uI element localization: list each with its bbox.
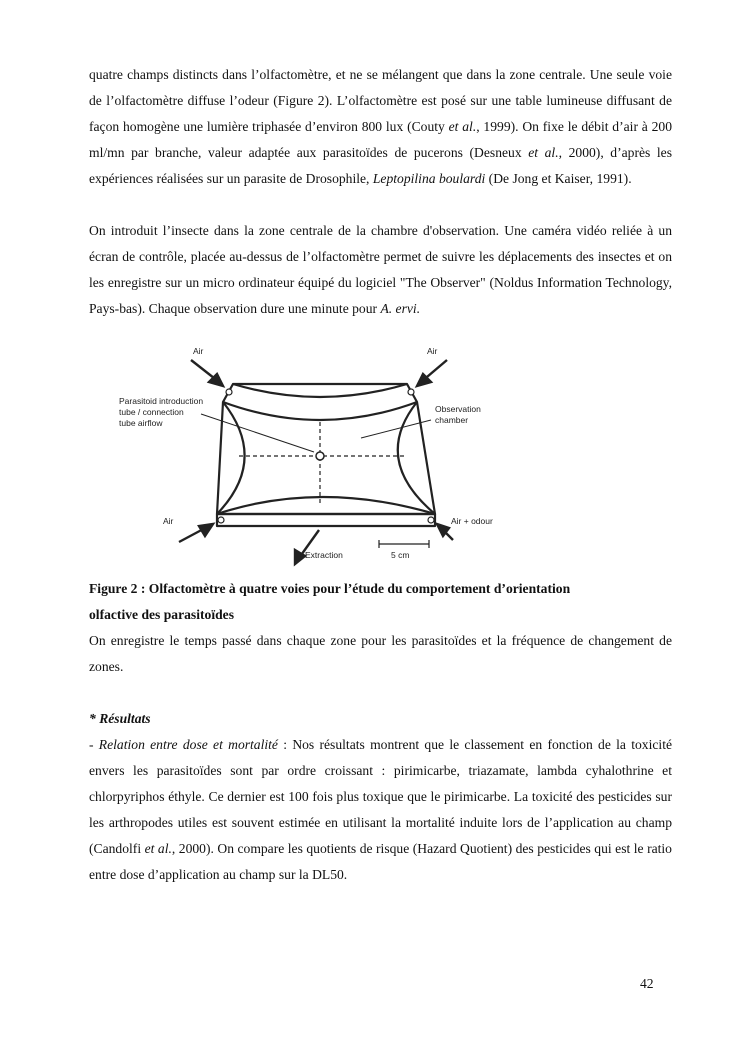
label-air-odour: Air + odour [451, 516, 493, 526]
right-arc [398, 402, 435, 514]
page-number: 42 [640, 976, 654, 991]
label-parasitoid-3: tube airflow [119, 418, 163, 428]
label-observation-2: chamber [435, 415, 469, 425]
top-inner-arc [223, 402, 417, 420]
label-parasitoid-2: tube / connection [119, 407, 184, 417]
label-air-tl: Air [193, 346, 204, 356]
top-arc [233, 384, 407, 397]
olfactometer-diagram [109, 330, 509, 570]
central-port [316, 452, 324, 460]
label-parasitoid-1: Parasitoid introduction [119, 396, 204, 406]
figure-caption: Figure 2 : Olfactomètre à quatre voies pour l’étude du comportement d’orientation olfactive des parasitoïdes [89, 581, 571, 622]
label-air-tr: Air [427, 346, 438, 356]
paragraph-results: - Relation entre dose et mortalité : Nos résultats montrent que le classement en fonction de la toxicité envers les parasitoïdes sont par ordre croissant : pirimicarbe, triazamate, lambda cyhalothrine et chlorpyriphos éthyle. Ce dernier est 100 fois plus toxique que le pirimicarbe. La toxicité des pesticides sur les arthropodes utiles est souvent estimée en utilisant la mortalité induite lors de l’application au champ (Candolfi et al., 2000). On compare les quotients de risque (Hazard Quotient) des pesticides qui est le ratio entre dose d’application au champ sur la DL50. [89, 737, 672, 882]
chamber-outline [217, 384, 435, 514]
paragraph-method-setup: quatre champs distincts dans l’olfactomètre, et ne se mélangent que dans la zone centrale. Une seule voie de l’olfactomètre diffuse l’odeur (Figure 2). L’olfactomètre est posé sur une table lumineuse diffusant de façon homogène une lumière triphasée d’environ 800 lux (Couty et al., 1999). On fixe le débit d’air à 200 ml/mn par branche, valeur adaptée aux parasitoïdes de pucerons (Desneux et al., 2000), d’après les expériences réalisées sur un parasite de Drosophile, Leptopilina boulardi (De Jong et Kaiser, 1991). [89, 67, 673, 186]
label-air-bl: Air [163, 516, 174, 526]
label-observation-1: Observation [435, 404, 481, 414]
paragraph-zones: On enregistre le temps passé dans chaque zone pour les parasitoïdes et la fréquence de changement de zones. [89, 633, 672, 674]
label-extraction: Extraction [305, 550, 343, 560]
paragraph-observation: On introduit l’insecte dans la zone centrale de la chambre d'observation. Une caméra vidéo reliée à un écran de contrôle, placée au-dessus de l’olfactomètre permet de suivre les déplacements des insectes et on les enregistre sur un micro ordinateur équipé du logiciel "The Observer" (Noldus Information Technology, Pays-bas). Chaque observation dure une minute pour A. ervi. [89, 223, 672, 316]
figure-olfactometer [89, 330, 672, 576]
label-scale: 5 cm [391, 550, 410, 560]
bottom-arc [217, 497, 435, 514]
results-heading: * Résultats [89, 711, 151, 726]
page-body [89, 62, 672, 888]
chamber-base [217, 514, 435, 526]
